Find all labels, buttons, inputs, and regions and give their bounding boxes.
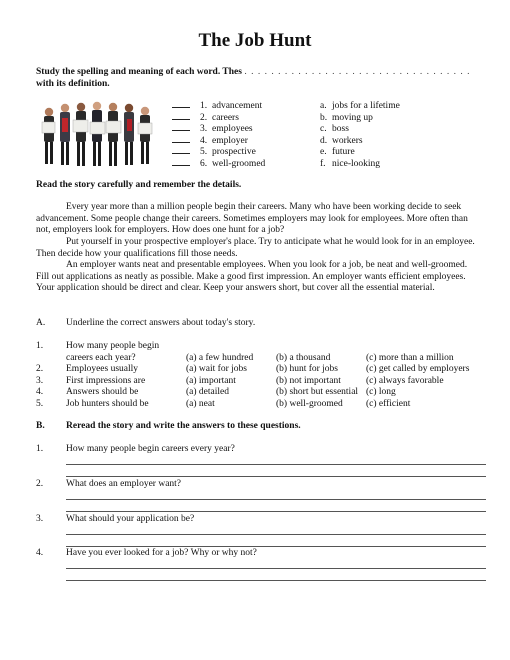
vocab-row: 4. employer d. workers: [172, 133, 363, 148]
vocab-definition: future: [332, 147, 355, 158]
choice-c[interactable]: (c) more than a million: [366, 352, 454, 363]
choice-c[interactable]: (c) always favorable: [366, 375, 444, 386]
vocab-word: employees: [212, 124, 253, 135]
section-b-instructions: Reread the story and write the answers to these questions.: [66, 421, 301, 431]
answer-line[interactable]: [66, 546, 486, 547]
section-b-label: B.: [36, 421, 45, 431]
story-paragraph-3: An employer wants neat and presentable employees. When you look for a job, be neat and well-groomed. Fill out applications as neatly as possible. Make a good first impression. An employer wants efficient employees. Your application should be direct and clear. Keep your answers short, but cover all the essential material.: [36, 260, 468, 293]
choice-a[interactable]: (a) detailed: [186, 387, 229, 397]
vocab-definition: workers: [332, 135, 363, 146]
section-a-label: A.: [36, 318, 46, 328]
mc-question-stem: Employees usually: [66, 364, 139, 374]
choice-c[interactable]: (c) get called by employers: [366, 364, 470, 374]
answer-line[interactable]: [66, 511, 486, 512]
answer-blank[interactable]: [172, 144, 190, 154]
people-group-icon: [42, 102, 152, 166]
answer-line[interactable]: [66, 464, 486, 465]
vocab-word: well-groomed: [212, 159, 266, 169]
story-heading: Read the story carefully and remember the details.: [36, 180, 242, 190]
answer-blank[interactable]: [172, 110, 190, 120]
mc-question-stem: First impressions are: [66, 375, 146, 386]
vocab-word: careers: [212, 112, 239, 123]
open-question-text: What should your application be?: [66, 514, 195, 524]
vocab-word: prospective: [212, 147, 256, 158]
choice-a[interactable]: (a) important: [186, 375, 236, 386]
business-people-photo: [35, 92, 163, 172]
choice-b[interactable]: (b) short but essential: [276, 387, 359, 397]
instructions-text: Study the spelling and meaning of each word. Thes: [36, 67, 242, 77]
choice-b[interactable]: (b) well-groomed: [276, 398, 343, 409]
vocab-definition: boss: [332, 124, 349, 135]
open-question-text: How many people begin careers every year?: [66, 444, 235, 454]
answer-blank[interactable]: [172, 98, 190, 108]
instructions-line-2: with its definition.: [36, 79, 110, 89]
vocab-row: 3. employees c. boss: [172, 121, 349, 136]
choice-c[interactable]: (c) long: [366, 387, 396, 397]
page-title: The Job Hunt: [198, 30, 312, 51]
mc-question-stem: careers each year?: [66, 352, 136, 363]
answer-blank[interactable]: [172, 121, 190, 131]
choice-a[interactable]: (a) wait for jobs: [186, 364, 247, 374]
choice-a[interactable]: (a) neat: [186, 398, 215, 409]
vocab-row: 6. well-groomed f. nice-looking: [172, 156, 380, 171]
vocab-row: 5. prospective e. future: [172, 144, 355, 159]
vocab-definition: nice-looking: [332, 159, 381, 169]
answer-line[interactable]: [66, 580, 486, 581]
vocab-row: 1. advancement a. jobs for a lifetime: [172, 98, 400, 113]
story-paragraph-2: Put yourself in your prospective employer's place. Try to anticipate what he would look for in an employee. Then decide how your qualifications fill those needs.: [36, 237, 475, 259]
answer-blank[interactable]: [172, 156, 190, 166]
choice-b[interactable]: (b) hunt for jobs: [276, 364, 339, 374]
answer-line[interactable]: [66, 568, 486, 569]
vocab-word: employer: [212, 135, 248, 146]
story-paragraph-1: Every year more than a million people begin their careers. Many who have been working decide to seek advancement. Some people change their careers. Sometimes employers may look for employees. More often than not, employers look for employers. How does one hunt for a job?: [36, 202, 468, 235]
mc-question-stem: Answers should be: [66, 387, 139, 397]
answer-line[interactable]: [66, 476, 486, 477]
mc-question-stem: Job hunters should be: [66, 398, 149, 409]
answer-blank[interactable]: [172, 133, 190, 143]
vocab-word: advancement: [212, 101, 263, 111]
answer-line[interactable]: [66, 499, 486, 500]
choice-b[interactable]: (b) not important: [276, 375, 341, 386]
choice-c[interactable]: (c) efficient: [366, 398, 411, 409]
instructions-line-1: [36, 66, 470, 78]
open-question-text: What does an employer want?: [66, 479, 182, 489]
vocab-row: 2. careers b. moving up: [172, 110, 373, 125]
answer-line[interactable]: [66, 534, 486, 535]
choice-a[interactable]: (a) a few hundred: [186, 352, 254, 363]
vocab-definition: jobs for a lifetime: [332, 101, 400, 111]
open-question-text: Have you ever looked for a job? Why or why not?: [66, 548, 257, 558]
choice-b[interactable]: (b) a thousand: [276, 352, 331, 363]
vocab-definition: moving up: [332, 112, 373, 123]
section-a-instructions: Underline the correct answers about today's story.: [66, 318, 256, 328]
instructions-obscured: . . . . . . . . . . . . . . . . . . . . . . . . . . . . . . . . . .: [244, 67, 471, 77]
